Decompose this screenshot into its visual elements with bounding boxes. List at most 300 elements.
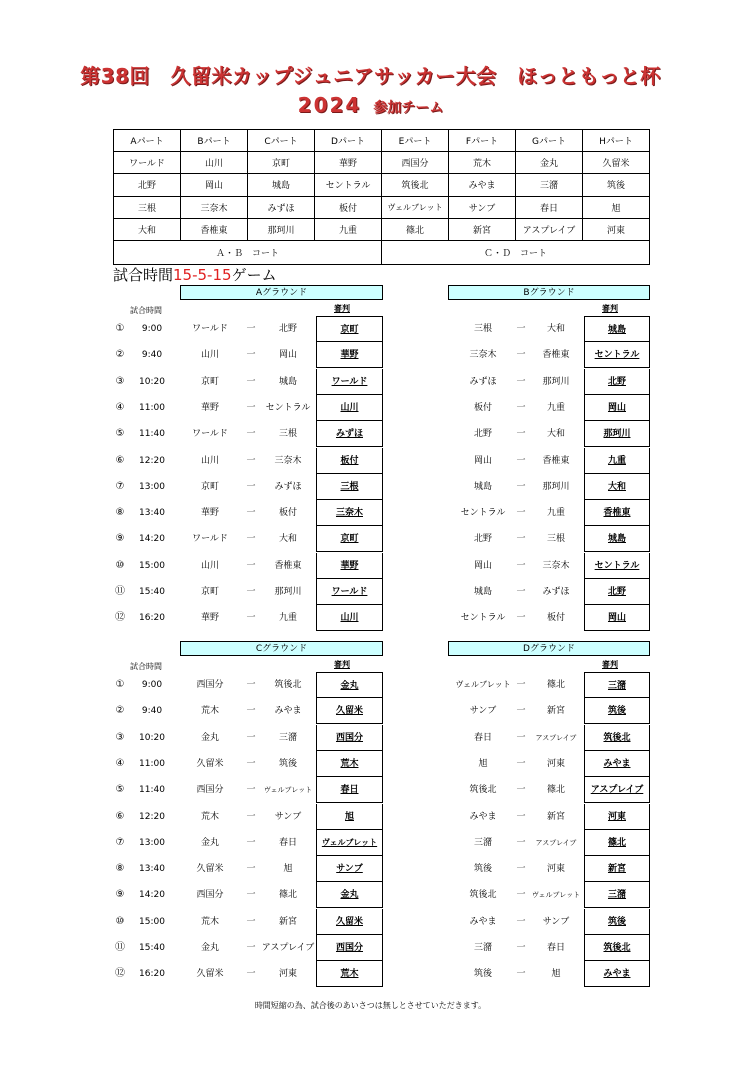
team-cell: 新宮 [449, 218, 516, 240]
away-team: 筑後北 [274, 680, 302, 690]
referee-team: 香椎東 [584, 500, 650, 526]
home-team: 荒木 [200, 916, 219, 927]
home-team: 金丸 [200, 943, 219, 953]
match-row [113, 553, 313, 579]
match-time-info [113, 264, 277, 285]
away-team: 旭 [551, 969, 561, 980]
away-team: 那珂川 [542, 376, 570, 387]
versus-dash: 一 [516, 916, 526, 927]
ground-header-c: Cグラウンド [180, 641, 383, 656]
referee-team: ワールド [316, 579, 383, 605]
referee-team: 山川 [316, 605, 383, 631]
match-time: 9:40 [141, 350, 163, 361]
team-cell: ヴェルブレット [382, 196, 449, 218]
away-team: 板付 [546, 613, 565, 624]
versus-dash: 一 [246, 890, 256, 901]
away-team: 筑後 [278, 758, 297, 769]
referee-team: 北野 [584, 369, 650, 395]
home-team: 華野 [200, 508, 219, 519]
team-cell: アスプレイブ [516, 218, 583, 240]
match-row [113, 804, 313, 830]
versus-dash: 一 [516, 429, 526, 440]
home-team: 北野 [473, 429, 492, 440]
home-team: 金丸 [200, 837, 219, 848]
away-team: みやま [274, 706, 302, 717]
team-row [114, 196, 650, 218]
team-cell: 山川 [181, 152, 248, 174]
team-cell: 金丸 [516, 152, 583, 174]
home-team: 筑後 [473, 969, 492, 980]
home-team: 荒木 [200, 706, 219, 717]
away-team: 城島 [278, 376, 297, 387]
match-time-label: 試合時間 [113, 266, 174, 284]
referee-team: 山川 [316, 395, 383, 421]
versus-dash: 一 [516, 680, 526, 690]
away-team: 九重 [546, 402, 565, 413]
versus-dash: 一 [246, 587, 256, 597]
versus-dash: 一 [516, 758, 526, 769]
match-row [113, 369, 313, 395]
team-cell: 華野 [315, 152, 382, 174]
versus-dash: 一 [246, 943, 256, 953]
away-team: 大和 [278, 534, 297, 545]
ground-header-b: Bグラウンド [448, 285, 650, 300]
match-row [113, 909, 313, 935]
away-team: サンブ [274, 811, 302, 822]
referee-team: 旭 [316, 804, 383, 830]
away-team: ヴェルブレット [531, 891, 581, 900]
team-cell: 九重 [315, 218, 382, 240]
away-team: 香椎東 [542, 350, 570, 361]
referee-team: セントラル [584, 553, 650, 579]
referee-team: アスプレイブ [584, 777, 650, 803]
versus-dash: 一 [246, 324, 256, 334]
home-team: 城島 [473, 587, 492, 597]
match-time: 9:00 [141, 324, 163, 334]
referee-team: 岡山 [584, 605, 650, 631]
referee-team: 新宮 [584, 856, 650, 882]
part-header: Fパート [449, 130, 516, 152]
referee-team: 河東 [584, 804, 650, 830]
team-cell: 岡山 [181, 174, 248, 196]
home-team: 岡山 [473, 455, 492, 466]
away-team: ヴェルブレット [263, 786, 313, 795]
ground-header-d: Dグラウンド [448, 641, 650, 656]
match-row [113, 526, 313, 552]
match-time: 11:40 [139, 429, 165, 440]
team-cell: 筑後北 [382, 174, 449, 196]
footer-note: 時間短縮の為、試合後のあいさつは無しとさせていただきます。 [254, 1001, 487, 1010]
match-number: ① [115, 679, 125, 690]
versus-dash: 一 [246, 508, 256, 519]
referee-team: 大和 [584, 474, 650, 500]
match-time: 15:40 [139, 943, 165, 953]
referee-team: 九重 [584, 448, 650, 474]
home-team: みやま [469, 811, 497, 822]
team-cell: 三潴 [516, 174, 583, 196]
versus-dash: 一 [246, 455, 256, 466]
match-number: ③ [115, 731, 125, 743]
away-team: 那珂川 [274, 587, 302, 597]
versus-dash: 一 [246, 680, 256, 690]
team-cell: 板付 [315, 196, 382, 218]
match-number: ⑪ [115, 942, 125, 953]
match-row [113, 698, 313, 724]
referee-column-header: 審判 [602, 660, 618, 669]
part-header: Bパート [181, 130, 248, 152]
match-row [113, 395, 313, 421]
versus-dash: 一 [516, 324, 526, 334]
team-cell: 旭 [583, 196, 650, 218]
home-team: 金丸 [200, 732, 219, 743]
versus-dash: 一 [516, 560, 526, 571]
home-team: 山川 [200, 560, 219, 571]
versus-dash: 一 [246, 429, 256, 440]
referee-team: 春日 [316, 777, 383, 803]
versus-dash: 一 [246, 837, 256, 848]
away-team: 香椎東 [274, 560, 302, 571]
referee-team: 京町 [316, 526, 383, 552]
referee-team: 三根 [316, 474, 383, 500]
home-team: 京町 [200, 481, 219, 492]
home-team: 筑後 [473, 864, 492, 875]
away-team: 篠北 [278, 890, 297, 901]
home-team: みずほ [469, 376, 497, 387]
away-team: 三潴 [278, 732, 297, 743]
team-cell: 北野 [114, 174, 181, 196]
away-team: 新宮 [278, 916, 297, 927]
away-team: 旭 [283, 864, 293, 875]
match-time: 16:20 [139, 613, 165, 624]
part-header: Dパート [315, 130, 382, 152]
away-team: 三奈木 [542, 560, 570, 571]
versus-dash: 一 [516, 706, 526, 717]
team-cell: 大和 [114, 218, 181, 240]
home-team: 春日 [473, 732, 492, 743]
part-header: Gパート [516, 130, 583, 152]
team-cell: みやま [449, 174, 516, 196]
match-number: ⑪ [115, 586, 125, 597]
home-team: 山川 [200, 350, 219, 361]
match-row [113, 500, 313, 526]
referee-team: 那珂川 [584, 421, 650, 447]
away-team: みずほ [274, 481, 302, 492]
referee-team: 城島 [584, 316, 650, 342]
home-team: 山川 [200, 455, 219, 466]
team-cell: 西国分 [382, 152, 449, 174]
match-row [113, 961, 313, 987]
versus-dash: 一 [516, 890, 526, 901]
versus-dash: 一 [246, 732, 256, 743]
referee-team: 荒木 [316, 961, 383, 987]
referee-team: ヴェルブレット [316, 830, 383, 856]
match-time: 13:40 [139, 508, 165, 519]
team-row [114, 218, 650, 240]
title-line-2 [0, 93, 741, 117]
away-team: 篠北 [546, 785, 565, 796]
match-number: ⑦ [115, 480, 125, 492]
match-row [113, 474, 313, 500]
away-team: 香椎東 [542, 455, 570, 466]
tournament-title: 第38回 久留米カップジュニアサッカー大会 ほっともっと杯 [80, 64, 661, 88]
versus-dash: 一 [246, 613, 256, 624]
away-team: 大和 [546, 429, 565, 440]
versus-dash: 一 [246, 706, 256, 717]
match-time-value: 15-5-15 [173, 266, 232, 284]
match-number: ⑧ [115, 863, 125, 875]
versus-dash: 一 [246, 534, 256, 545]
referee-team: 北野 [584, 579, 650, 605]
home-team: 北野 [473, 534, 492, 545]
referee-team: 三潴 [584, 672, 650, 698]
part-header: Hパート [583, 130, 650, 152]
referee-column-header: 審判 [334, 660, 350, 669]
home-team: 三潴 [473, 943, 492, 953]
referee-team: 華野 [316, 553, 383, 579]
referee-team: 久留米 [316, 698, 383, 724]
match-row [113, 856, 313, 882]
match-row [113, 830, 313, 856]
home-team: 板付 [473, 402, 492, 413]
referee-team: 篠北 [584, 830, 650, 856]
match-number: ⑧ [115, 507, 125, 519]
court-label: Ｃ・Ｄ コート [382, 240, 650, 264]
versus-dash: 一 [246, 785, 256, 796]
home-team: 西国分 [196, 890, 224, 901]
away-team: 河東 [278, 969, 297, 980]
team-cell: 筑後 [583, 174, 650, 196]
team-cell: 三奈木 [181, 196, 248, 218]
referee-team: 金丸 [316, 882, 383, 908]
home-team: 西国分 [196, 785, 224, 796]
team-cell: 三根 [114, 196, 181, 218]
team-cell: セントラル [315, 174, 382, 196]
home-team: 華野 [200, 402, 219, 413]
court-row [114, 240, 650, 264]
part-header-row [114, 130, 650, 152]
away-team: アスプレイブ [535, 733, 577, 742]
versus-dash: 一 [516, 785, 526, 796]
match-number: ⑨ [115, 889, 125, 901]
court-label: Ａ・Ｂ コート [114, 240, 382, 264]
schedule-time-label: 試合時間 [130, 306, 162, 315]
away-team: 三根 [278, 429, 297, 440]
match-row [113, 421, 313, 447]
match-row [113, 579, 313, 605]
home-team: 三根 [473, 324, 492, 334]
referee-team: 三潴 [584, 882, 650, 908]
versus-dash: 一 [516, 534, 526, 545]
match-time: 15:40 [139, 587, 165, 597]
versus-dash: 一 [246, 811, 256, 822]
home-team: 西国分 [196, 680, 224, 690]
versus-dash: 一 [516, 613, 526, 624]
referee-team: 華野 [316, 342, 383, 368]
match-number: ⑤ [115, 784, 125, 796]
away-team: 新宮 [546, 706, 565, 717]
home-team: サンブ [469, 706, 497, 717]
away-team: 河東 [546, 758, 565, 769]
match-row [113, 751, 313, 777]
match-row [113, 882, 313, 908]
tournament-year: 2024 [297, 93, 362, 117]
part-header: Aパート [114, 130, 181, 152]
part-header: Eパート [382, 130, 449, 152]
home-team: ワールド [192, 324, 228, 334]
match-time: 13:00 [139, 837, 165, 848]
referee-team: 京町 [316, 316, 383, 342]
team-cell: 香椎東 [181, 218, 248, 240]
participating-teams-label: 参加チーム [373, 100, 444, 116]
home-team: 久留米 [196, 969, 224, 980]
match-number: ① [115, 323, 125, 334]
versus-dash: 一 [516, 811, 526, 822]
away-team: 岡山 [278, 350, 297, 361]
referee-team: 久留米 [316, 909, 383, 935]
match-time: 9:00 [141, 680, 163, 690]
home-team: 久留米 [196, 864, 224, 875]
home-team: 荒木 [200, 811, 219, 822]
match-time: 10:20 [139, 732, 165, 743]
referee-column-header: 審判 [334, 304, 350, 313]
home-team: 三潴 [473, 837, 492, 848]
match-number: ③ [115, 375, 125, 387]
versus-dash: 一 [246, 350, 256, 361]
ground-header-a: Aグラウンド [180, 285, 383, 300]
away-team: みずほ [542, 587, 570, 597]
versus-dash: 一 [246, 758, 256, 769]
match-row [113, 316, 313, 342]
team-cell: 河東 [583, 218, 650, 240]
match-time: 15:00 [139, 916, 165, 927]
referee-team: みやま [584, 961, 650, 987]
away-team: アスプレイブ [535, 838, 577, 847]
home-team: 城島 [473, 481, 492, 492]
home-team: 岡山 [473, 560, 492, 571]
away-team: 那珂川 [542, 481, 570, 492]
away-team: 三根 [546, 534, 565, 545]
referee-team: 筑後 [584, 909, 650, 935]
team-cell: 春日 [516, 196, 583, 218]
versus-dash: 一 [246, 402, 256, 413]
referee-team: 三奈木 [316, 500, 383, 526]
schedule-time-label: 試合時間 [130, 662, 162, 671]
match-number: ② [115, 705, 125, 717]
match-time: 12:20 [139, 455, 165, 466]
referee-team: 城島 [584, 526, 650, 552]
versus-dash: 一 [246, 481, 256, 492]
referee-team: 筑後北 [584, 725, 650, 751]
match-row [113, 935, 313, 961]
versus-dash: 一 [516, 350, 526, 361]
home-team: 筑後北 [469, 785, 497, 796]
match-row [113, 725, 313, 751]
versus-dash: 一 [516, 969, 526, 980]
match-time: 14:20 [139, 534, 165, 545]
team-cell: みずほ [248, 196, 315, 218]
referee-team: 板付 [316, 448, 383, 474]
match-number: ④ [115, 757, 125, 769]
away-team: サンブ [542, 916, 570, 927]
team-row [114, 152, 650, 174]
match-row [113, 605, 313, 631]
away-team: 大和 [546, 324, 565, 334]
home-team: 京町 [200, 376, 219, 387]
team-cell: 篠北 [382, 218, 449, 240]
match-row [113, 777, 313, 803]
home-team: 華野 [200, 613, 219, 624]
team-cell: ワールド [114, 152, 181, 174]
match-time: 15:00 [139, 560, 165, 571]
versus-dash: 一 [246, 864, 256, 875]
home-team: 京町 [200, 587, 219, 597]
match-number: ⑨ [115, 533, 125, 545]
versus-dash: 一 [516, 943, 526, 953]
match-time: 16:20 [139, 969, 165, 980]
match-number: ⑩ [115, 559, 125, 571]
match-number: ⑩ [115, 915, 125, 927]
match-number: ④ [115, 401, 125, 413]
versus-dash: 一 [516, 732, 526, 743]
participating-teams-table [113, 129, 650, 265]
versus-dash: 一 [246, 916, 256, 927]
match-time: 12:20 [139, 811, 165, 822]
versus-dash: 一 [516, 376, 526, 387]
referee-team: 金丸 [316, 672, 383, 698]
home-team: 三奈木 [469, 350, 497, 361]
team-cell: 那珂川 [248, 218, 315, 240]
referee-team: みやま [584, 751, 650, 777]
match-number: ⑫ [115, 612, 125, 624]
versus-dash: 一 [516, 864, 526, 875]
home-team: ワールド [192, 534, 228, 545]
match-row [113, 672, 313, 698]
referee-column-header: 審判 [602, 304, 618, 313]
away-team: 春日 [546, 943, 565, 953]
referee-team: 荒木 [316, 751, 383, 777]
home-team: みやま [469, 916, 497, 927]
match-time: 13:00 [139, 481, 165, 492]
match-row [113, 448, 313, 474]
away-team: 新宮 [546, 811, 565, 822]
home-team: セントラル [460, 508, 506, 519]
versus-dash: 一 [516, 481, 526, 492]
referee-team: みずほ [316, 421, 383, 447]
match-time: 11:40 [139, 785, 165, 796]
referee-team: 西国分 [316, 935, 383, 961]
match-time: 13:40 [139, 864, 165, 875]
away-team: 篠北 [546, 680, 565, 690]
versus-dash: 一 [516, 587, 526, 597]
versus-dash: 一 [516, 508, 526, 519]
away-team: 板付 [278, 508, 297, 519]
home-team: 旭 [478, 758, 488, 769]
match-time: 9:40 [141, 706, 163, 717]
match-time: 11:00 [139, 758, 165, 769]
home-team: ワールド [192, 429, 228, 440]
away-team: 春日 [278, 837, 297, 848]
referee-team: セントラル [584, 342, 650, 368]
away-team: アスプレイブ [261, 943, 315, 953]
referee-team: 西国分 [316, 725, 383, 751]
team-cell: 久留米 [583, 152, 650, 174]
versus-dash: 一 [516, 455, 526, 466]
match-time: 14:20 [139, 890, 165, 901]
match-number: ⑥ [115, 454, 125, 466]
match-number: ⑥ [115, 810, 125, 822]
versus-dash: 一 [246, 560, 256, 571]
referee-team: 筑後北 [584, 935, 650, 961]
